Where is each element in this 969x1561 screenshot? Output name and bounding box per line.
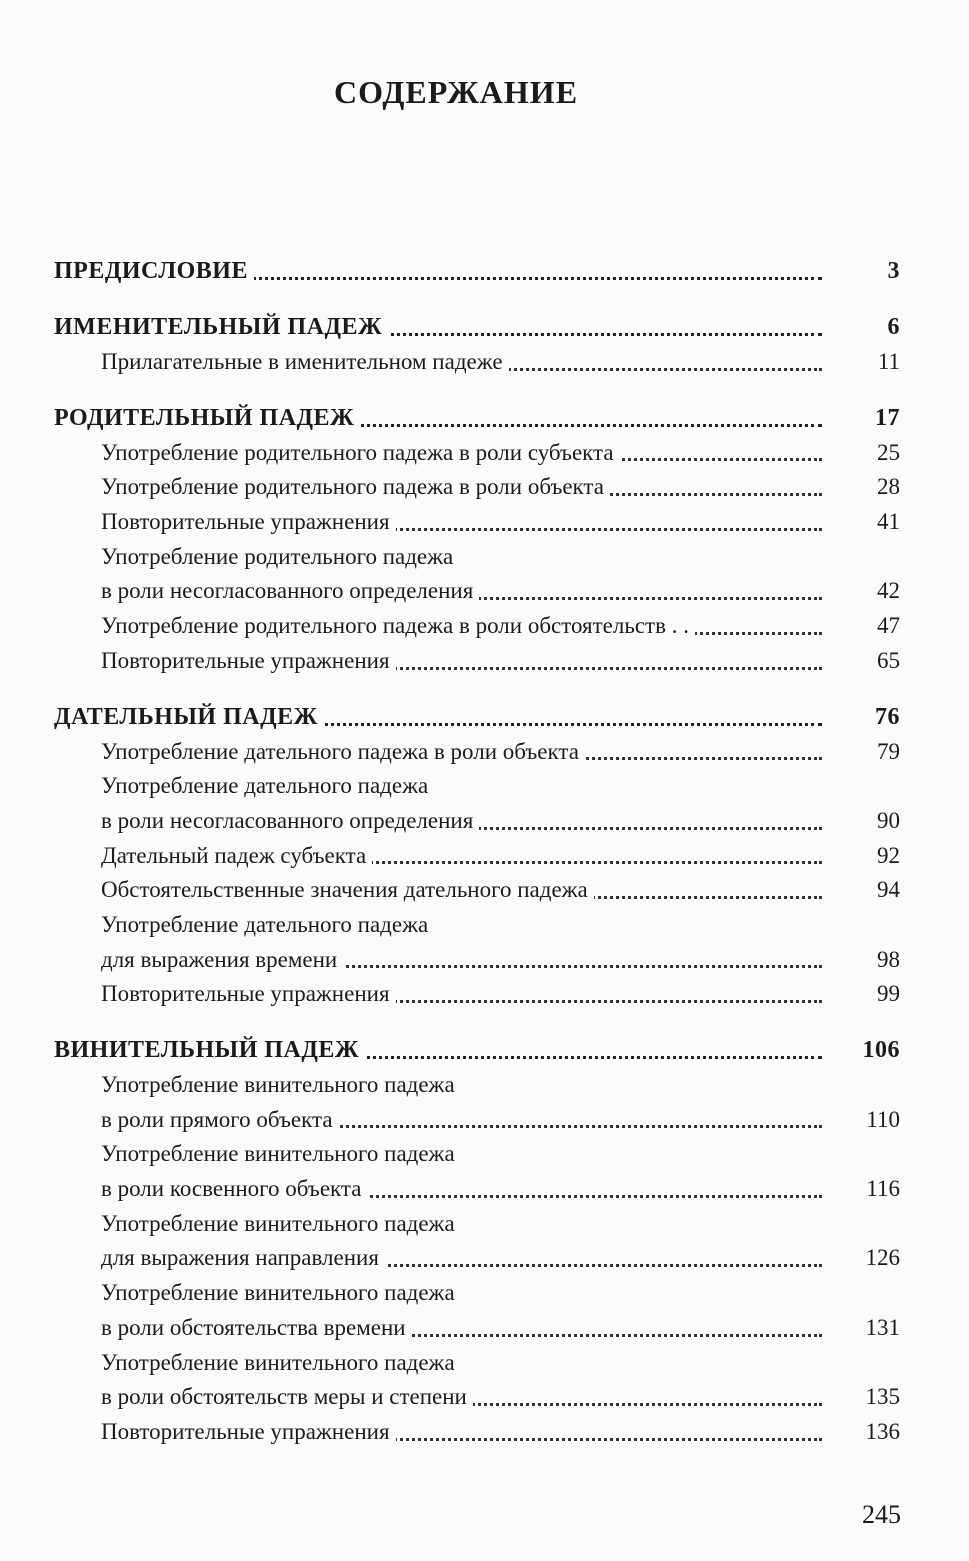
toc-entry[interactable]: [54, 345, 906, 380]
entry-title: в роли несогласованного определения: [101, 808, 479, 833]
entry-title: в роли несогласованного определения: [101, 578, 479, 603]
section-title: ВИНИТЕЛЬНЫЙ ПАДЕЖ: [54, 1037, 365, 1063]
entry-title: Употребление родительного падежа в роли обстоятельств . .: [101, 613, 695, 638]
entry-title-first-line: Употребление дательного падежа: [101, 773, 429, 799]
toc-entry[interactable]: [54, 1068, 906, 1137]
entry-title: в роли обстоятельства времени: [101, 1315, 412, 1340]
toc-entry[interactable]: [54, 839, 906, 874]
entry-page-number: 47: [830, 609, 900, 644]
section-gap: [54, 679, 906, 700]
entry-title: Обстоятельственные значения дательного падежа: [101, 877, 594, 902]
entry-page-number: 92: [830, 839, 900, 874]
toc-section: [54, 700, 906, 1013]
toc-section: [54, 310, 906, 380]
entry-title: в роли обстоятельств меры и степени: [101, 1384, 473, 1409]
entry-title-first-line: Употребление винительного падежа: [101, 1072, 455, 1097]
section-title: ДАТЕЛЬНЫЙ ПАДЕЖ: [54, 704, 324, 730]
entry-title: Повторительные упражнения: [101, 1419, 396, 1444]
entry-page-number: 41: [830, 505, 900, 540]
entry-page-number: 42: [830, 574, 900, 609]
page-number: 245: [862, 1500, 901, 1529]
section-title: ИМЕНИТЕЛЬНЫЙ ПАДЕЖ: [54, 314, 388, 340]
section-gap: [54, 1012, 906, 1033]
entry-title: Употребление родительного падежа в роли объекта: [101, 474, 610, 499]
page-title: СОДЕРЖАНИЕ: [333, 74, 579, 110]
entry-page-number: 116: [830, 1172, 900, 1207]
toc-entry[interactable]: [54, 1276, 906, 1345]
toc-entry[interactable]: [54, 1137, 906, 1206]
section-page-number: 17: [875, 404, 900, 431]
entry-page-number: 28: [830, 470, 900, 505]
section-title: ПРЕДИСЛОВИЕ: [54, 258, 254, 284]
toc-section-heading[interactable]: [54, 401, 906, 436]
entry-title: Употребление дательного падежа в роли объекта: [101, 739, 585, 764]
toc-entry[interactable]: [54, 908, 906, 977]
entry-title-first-line: Употребление дательного падежа: [101, 911, 429, 937]
entry-title: Повторительные упражнения: [101, 509, 396, 534]
entry-page-number: 131: [830, 1311, 900, 1346]
toc-entry[interactable]: [54, 1346, 906, 1415]
toc-section-heading[interactable]: [54, 310, 906, 345]
entry-title: в роли косвенного объекта: [101, 1176, 367, 1201]
toc-section: [54, 254, 906, 289]
entry-title-first-line: Употребление винительного падежа: [101, 1280, 455, 1306]
entry-title: Повторительные упражнения: [101, 981, 396, 1006]
toc-entry[interactable]: [54, 1415, 906, 1450]
toc-entry[interactable]: [54, 873, 906, 908]
entry-page-number: 90: [830, 804, 900, 839]
toc-section: [54, 401, 906, 679]
entry-page-number: 11: [830, 345, 900, 380]
toc-section-heading[interactable]: [54, 700, 906, 735]
entry-title-first-line: Употребление винительного падежа: [101, 1349, 455, 1375]
entry-title: в роли прямого объекта: [101, 1107, 339, 1132]
toc-entry[interactable]: [54, 1207, 906, 1276]
entry-page-number: 79: [830, 735, 900, 770]
entry-page-number: 65: [830, 644, 900, 679]
entry-page-number: 110: [830, 1103, 900, 1138]
toc-section: [54, 1033, 906, 1450]
entry-page-number: 99: [830, 977, 900, 1012]
toc-section-heading[interactable]: [54, 254, 906, 289]
entry-page-number: 94: [830, 873, 900, 908]
entry-title: Дательный падеж субъекта: [101, 843, 372, 868]
toc-entry[interactable]: [54, 609, 906, 644]
section-page-number: 3: [887, 258, 900, 284]
entry-page-number: 126: [830, 1241, 900, 1276]
toc-entry[interactable]: [54, 540, 906, 609]
entry-page-number: 98: [830, 943, 900, 978]
toc-section-heading[interactable]: [54, 1033, 906, 1068]
toc-entry[interactable]: [54, 505, 906, 540]
toc-entry[interactable]: [54, 977, 906, 1012]
entry-title: Прилагательные в именительном падеже: [101, 349, 509, 374]
entry-page-number: 136: [830, 1415, 900, 1450]
entry-title: для выражения времени: [101, 947, 343, 972]
section-page-number: 76: [875, 703, 900, 730]
entry-title: для выражения направления: [101, 1245, 385, 1270]
entry-page-number: 25: [830, 436, 900, 471]
section-gap: [54, 380, 906, 401]
entry-title-first-line: Употребление родительного падежа: [101, 543, 454, 569]
entry-title-first-line: Употребление винительного падежа: [101, 1210, 455, 1236]
toc-entry[interactable]: [54, 436, 906, 471]
entry-page-number: 135: [830, 1380, 900, 1415]
toc-entry[interactable]: [54, 769, 906, 838]
table-of-contents: [54, 254, 906, 1450]
entry-title: Употребление родительного падежа в роли субъекта: [101, 440, 620, 465]
toc-entry[interactable]: [54, 644, 906, 679]
entry-title: Повторительные упражнения: [101, 648, 396, 673]
section-page-number: 106: [862, 1037, 900, 1063]
section-title: РОДИТЕЛЬНЫЙ ПАДЕЖ: [54, 405, 360, 431]
entry-title-first-line: Употребление винительного падежа: [101, 1141, 455, 1167]
section-gap: [54, 289, 906, 310]
toc-entry[interactable]: [54, 470, 906, 505]
section-page-number: 6: [887, 314, 900, 340]
toc-entry[interactable]: [54, 735, 906, 770]
